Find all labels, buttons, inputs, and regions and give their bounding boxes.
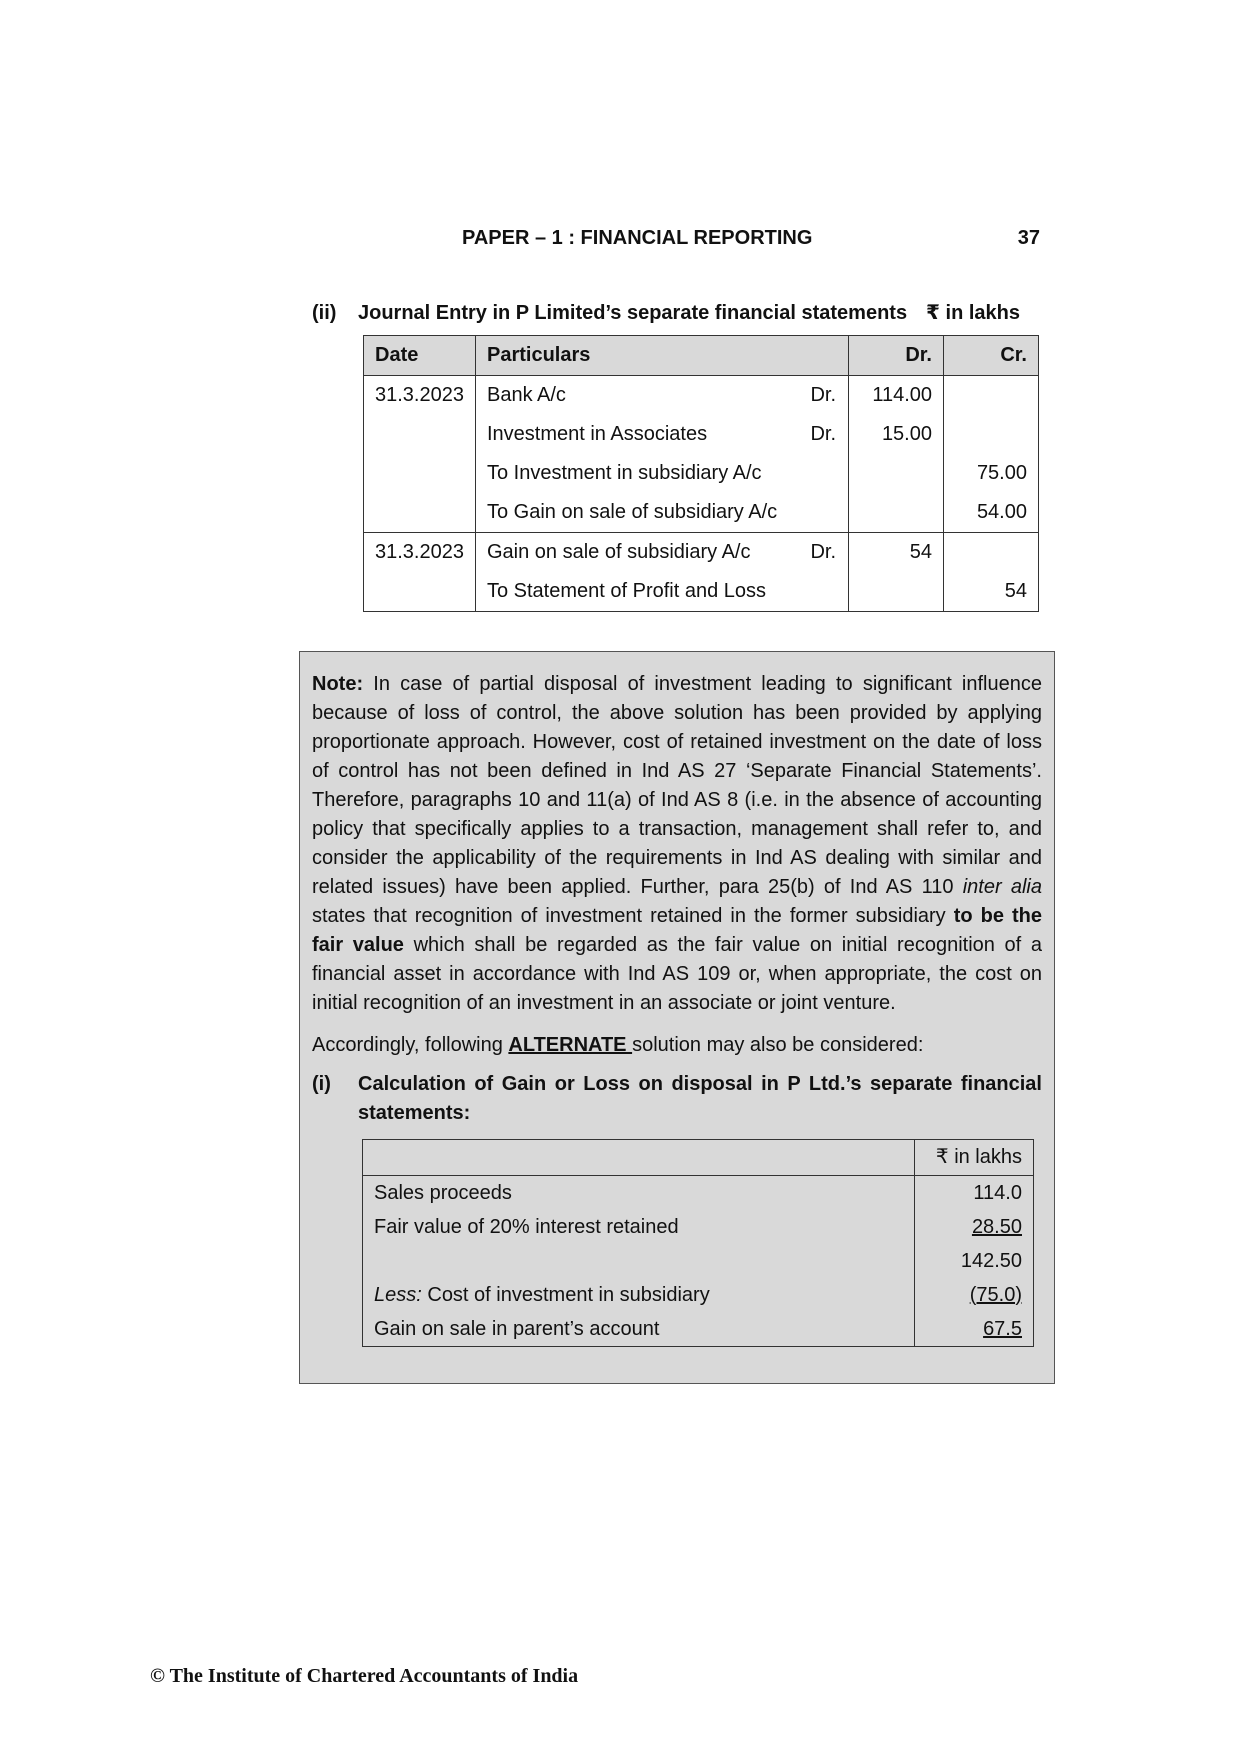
date-cell: [364, 454, 476, 493]
table-row: [363, 1278, 1034, 1312]
section-title: Journal Entry in P Limited’s separate financial statements: [358, 302, 908, 324]
label-prefix: Less:: [374, 1283, 422, 1306]
particulars-cell: [475, 572, 848, 612]
dr-tag: Dr.: [810, 384, 836, 406]
label-text: Fair value of 20% interest retained: [374, 1215, 679, 1238]
amount-value: 114.0: [973, 1181, 1022, 1204]
note-text-3: which shall be regarded as the fair value on initial recognition of a financial asset in accordance with Ind AS 109 or, when appropriate, the cost on initial recognition of an investment in an associate or joint venture.: [312, 934, 1042, 1014]
amount-cell: [915, 1278, 1034, 1312]
paper-title: PAPER – 1 : FINANCIAL REPORTING: [462, 227, 813, 249]
table-header-row: [363, 1140, 1034, 1176]
date-cell: [364, 493, 476, 533]
note-text-1: In case of partial disposal of investment leading to significant influence because of loss of control, the above solution has been provided by applying proportionate approach. However, cost of retained investment on the date of loss of control has not been defined in Ind AS 27 ‘Separate Financial Statements’. Therefore, paragraphs 10 and 11(a) of Ind AS 8 (i.e. in the absence of accounting policy that specifically applies to a transaction, management shall refer to, and consider the applicability of the requirements in Ind AS dealing with similar and related issues) have been applied. Further, para 25(b) of Ind AS 110: [312, 673, 1042, 898]
label-cell: [363, 1210, 915, 1244]
particulars-text: To Gain on sale of subsidiary A/c: [486, 501, 778, 523]
label-cell: [363, 1312, 915, 1347]
label-text: Sales proceeds: [374, 1181, 512, 1204]
amount-value: 142.50: [960, 1249, 1022, 1272]
date-cell: [364, 572, 476, 612]
column-header-dr: Dr.: [849, 336, 944, 376]
section-number: (ii): [312, 302, 337, 324]
amount-value: (75.0): [969, 1283, 1022, 1306]
particulars-text: To Statement of Profit and Loss: [486, 580, 767, 602]
particulars-text: Investment in Associates: [486, 423, 708, 445]
label-cell: [363, 1244, 915, 1278]
particulars-cell: [475, 533, 848, 573]
particulars-text: To Investment in subsidiary A/c: [486, 462, 762, 484]
table-row: [364, 493, 1039, 533]
particulars-cell: [475, 376, 848, 416]
amount-value: 67.5: [983, 1317, 1022, 1340]
dr-amount-cell: 54: [849, 533, 944, 573]
cr-amount-cell: 54: [944, 572, 1039, 612]
amount-cell: [915, 1210, 1034, 1244]
dr-amount-cell: 15.00: [849, 415, 944, 454]
page-number: 37: [1017, 227, 1040, 249]
cr-amount-cell: [944, 415, 1039, 454]
label-text: Cost of investment in subsidiary: [421, 1283, 710, 1306]
section-title: Calculation of Gain or Loss on disposal in P Ltd.’s separate financial statements:: [358, 1073, 1042, 1124]
dr-tag: Dr.: [810, 541, 836, 563]
gain-calculation-table: [362, 1139, 1034, 1347]
column-header-particulars: Particulars: [475, 336, 848, 376]
journal-entry-table: [363, 335, 1039, 612]
table-row: [364, 376, 1039, 416]
cr-amount-cell: 75.00: [944, 454, 1039, 493]
date-cell: [364, 415, 476, 454]
particulars-cell: [475, 454, 848, 493]
header-blank-cell: [363, 1140, 915, 1176]
label-cell: [363, 1278, 915, 1312]
alternate-prefix: Accordingly, following: [312, 1034, 509, 1056]
dr-amount-cell: [849, 572, 944, 612]
note-text-2: states that recognition of investment retained in the former subsidiary: [312, 905, 954, 927]
date-cell: 31.3.2023: [364, 533, 476, 573]
alternate-paragraph: [312, 1031, 1042, 1060]
label-cell: [363, 1176, 915, 1211]
note-box: [299, 651, 1055, 1384]
table-row: [363, 1176, 1034, 1211]
table-row: [363, 1210, 1034, 1244]
cr-amount-cell: [944, 376, 1039, 416]
note-italic-inter-alia: inter alia: [962, 876, 1042, 898]
column-header-date: Date: [364, 336, 476, 376]
table-row: [364, 415, 1039, 454]
table-row: [364, 533, 1039, 573]
note-bold-fair-value: to be the fair value: [312, 905, 1042, 956]
table-header-row: [364, 336, 1039, 376]
amount-value: 28.50: [971, 1215, 1022, 1238]
dr-amount-cell: [849, 493, 944, 533]
particulars-cell: [475, 493, 848, 533]
amount-cell: [915, 1312, 1034, 1347]
date-cell: 31.3.2023: [364, 376, 476, 416]
table-row: [363, 1312, 1034, 1347]
column-header-cr: Cr.: [944, 336, 1039, 376]
dr-tag: Dr.: [810, 423, 836, 445]
dr-amount-cell: 114.00: [849, 376, 944, 416]
amount-cell: [915, 1176, 1034, 1211]
table-row: [364, 572, 1039, 612]
dr-amount-cell: [849, 454, 944, 493]
table-row: [363, 1244, 1034, 1278]
particulars-cell: [475, 415, 848, 454]
alternate-suffix: solution may also be considered:: [632, 1034, 924, 1056]
particulars-text: Gain on sale of subsidiary A/c: [486, 541, 751, 563]
particulars-text: Bank A/c: [486, 384, 566, 406]
label-text: Gain on sale in parent’s account: [374, 1317, 660, 1340]
amount-cell: [915, 1244, 1034, 1278]
alternate-word: ALTERNATE: [508, 1034, 633, 1056]
unit-header-cell: ₹ in lakhs: [915, 1140, 1034, 1176]
unit-label: ₹ in lakhs: [926, 302, 1020, 324]
cr-amount-cell: 54.00: [944, 493, 1039, 533]
table-row: [364, 454, 1039, 493]
copyright-footer: © The Institute of Chartered Accountants of India: [150, 1665, 579, 1687]
note-paragraph: [312, 670, 1042, 1018]
note-label: Note:: [312, 673, 364, 695]
section-number: (i): [312, 1073, 331, 1095]
cr-amount-cell: [944, 533, 1039, 573]
